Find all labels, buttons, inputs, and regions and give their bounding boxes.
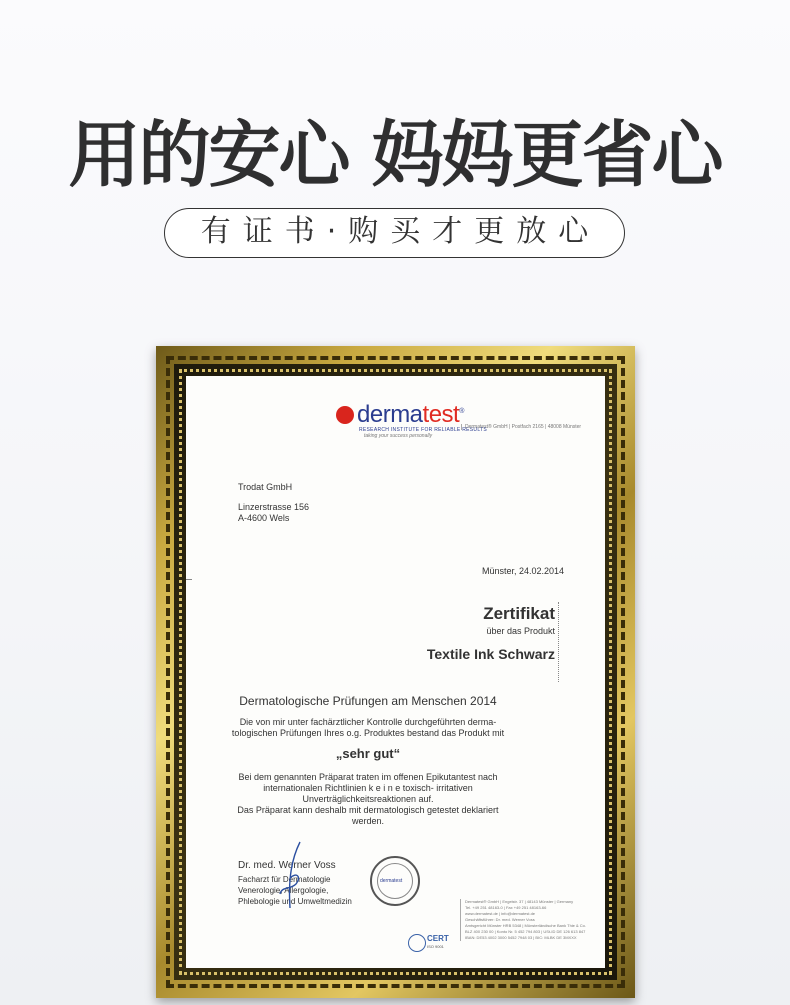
handwritten-signature [272, 838, 312, 914]
section-title: Dermatologische Prüfungen am Menschen 2014 [239, 694, 497, 708]
certificate-date: Münster, 24.02.2014 [482, 566, 565, 576]
footer-line: BLZ 400 230 00 | Konto Nr. 5 452 794 803 | USt-ID DE 126 613 847 [465, 929, 586, 934]
cert-circle-icon [408, 934, 426, 952]
cert-badge [408, 932, 452, 952]
paragraph2-line: Bei dem genannten Präparat traten im offenen Epikutantest nach [238, 772, 498, 782]
header-address: Dermatest® GmbH | Postfach 2165 | 48008 Münster [461, 424, 581, 430]
paragraph2 [186, 772, 550, 827]
paragraph2-line: werden. [351, 816, 385, 826]
certificate-paper [186, 376, 605, 968]
logo-dot-icon [336, 406, 354, 424]
dermatest-seal [370, 856, 420, 906]
footer-line: Dermatest® GmbH | Engelstr. 37 | 48143 Münster | Germany [465, 899, 574, 904]
rating: „sehr gut“ [335, 746, 401, 761]
fold-mark [186, 579, 192, 580]
dotted-divider [558, 602, 559, 682]
paragraph2-line: internationalen Richtlinien k e i n e toxisch- irritativen [263, 783, 473, 793]
logo-slogan: taking your success personally [364, 433, 433, 439]
signatory-title-line: Venerologie, Allergologie, [238, 886, 329, 895]
paragraph2-line: Das Präparat kann deshalb mit dermatologisch getestet deklariert [237, 805, 499, 815]
certificate-title: Zertifikat [483, 604, 555, 623]
recipient-company: Trodat GmbH [238, 482, 293, 492]
recipient-city: A-4600 Wels [238, 513, 290, 523]
product-intro: über das Produkt [486, 626, 555, 636]
signatory-title-line: Facharzt für Dermatologie [238, 875, 331, 884]
footer-line: Tel. +49 251 48163-0 | Fax +49 251 48163-66 [465, 905, 547, 910]
subtitle-pill: 有证书·购买才更放心 [164, 208, 625, 258]
logo-wordmark: dermatest® [357, 401, 464, 428]
signatory-name: Dr. med. Werner Voss [238, 860, 336, 871]
footer-line: Amtsgericht Münster HRB 5348 | Münsterländische Bank Thie & Co. [465, 923, 587, 928]
recipient-street: Linzerstrasse 156 [238, 502, 310, 512]
certificate-frame [156, 346, 635, 998]
product-name: Textile Ink Schwarz [426, 646, 555, 662]
footer-line: Geschäftsführer: Dr. med. Werner Voss [465, 917, 535, 922]
paragraph1 [186, 717, 550, 739]
paragraph1-line: Die von mir unter fachärztlicher Kontrolle durchgeführten derma- [239, 717, 497, 727]
company-footer [460, 899, 586, 941]
signatory-title-line: Phlebologie und Umweltmedizin [238, 897, 352, 906]
paragraph1-line: tologischen Prüfungen Ihres o.g. Produktes bestand das Produkt mit [231, 728, 505, 738]
paragraph2-line: Unverträglichkeitsreaktionen auf. [302, 794, 434, 804]
footer-line: IBAN: DE53 4002 3000 5452 7948 03 | BIC: MLBK DE 3MXXX [465, 935, 577, 940]
headline: 用的安心 妈妈更省心 [68, 113, 722, 197]
cert-iso: ISO 9001 [427, 944, 444, 949]
seal-label: dermatest [380, 878, 403, 884]
cert-label: CERT [427, 934, 449, 943]
footer-line: www.dermatest.de | info@dermatest.de [465, 911, 536, 916]
logo-tagline: RESEARCH INSTITUTE FOR RELIABLE RESULTS [359, 427, 488, 433]
